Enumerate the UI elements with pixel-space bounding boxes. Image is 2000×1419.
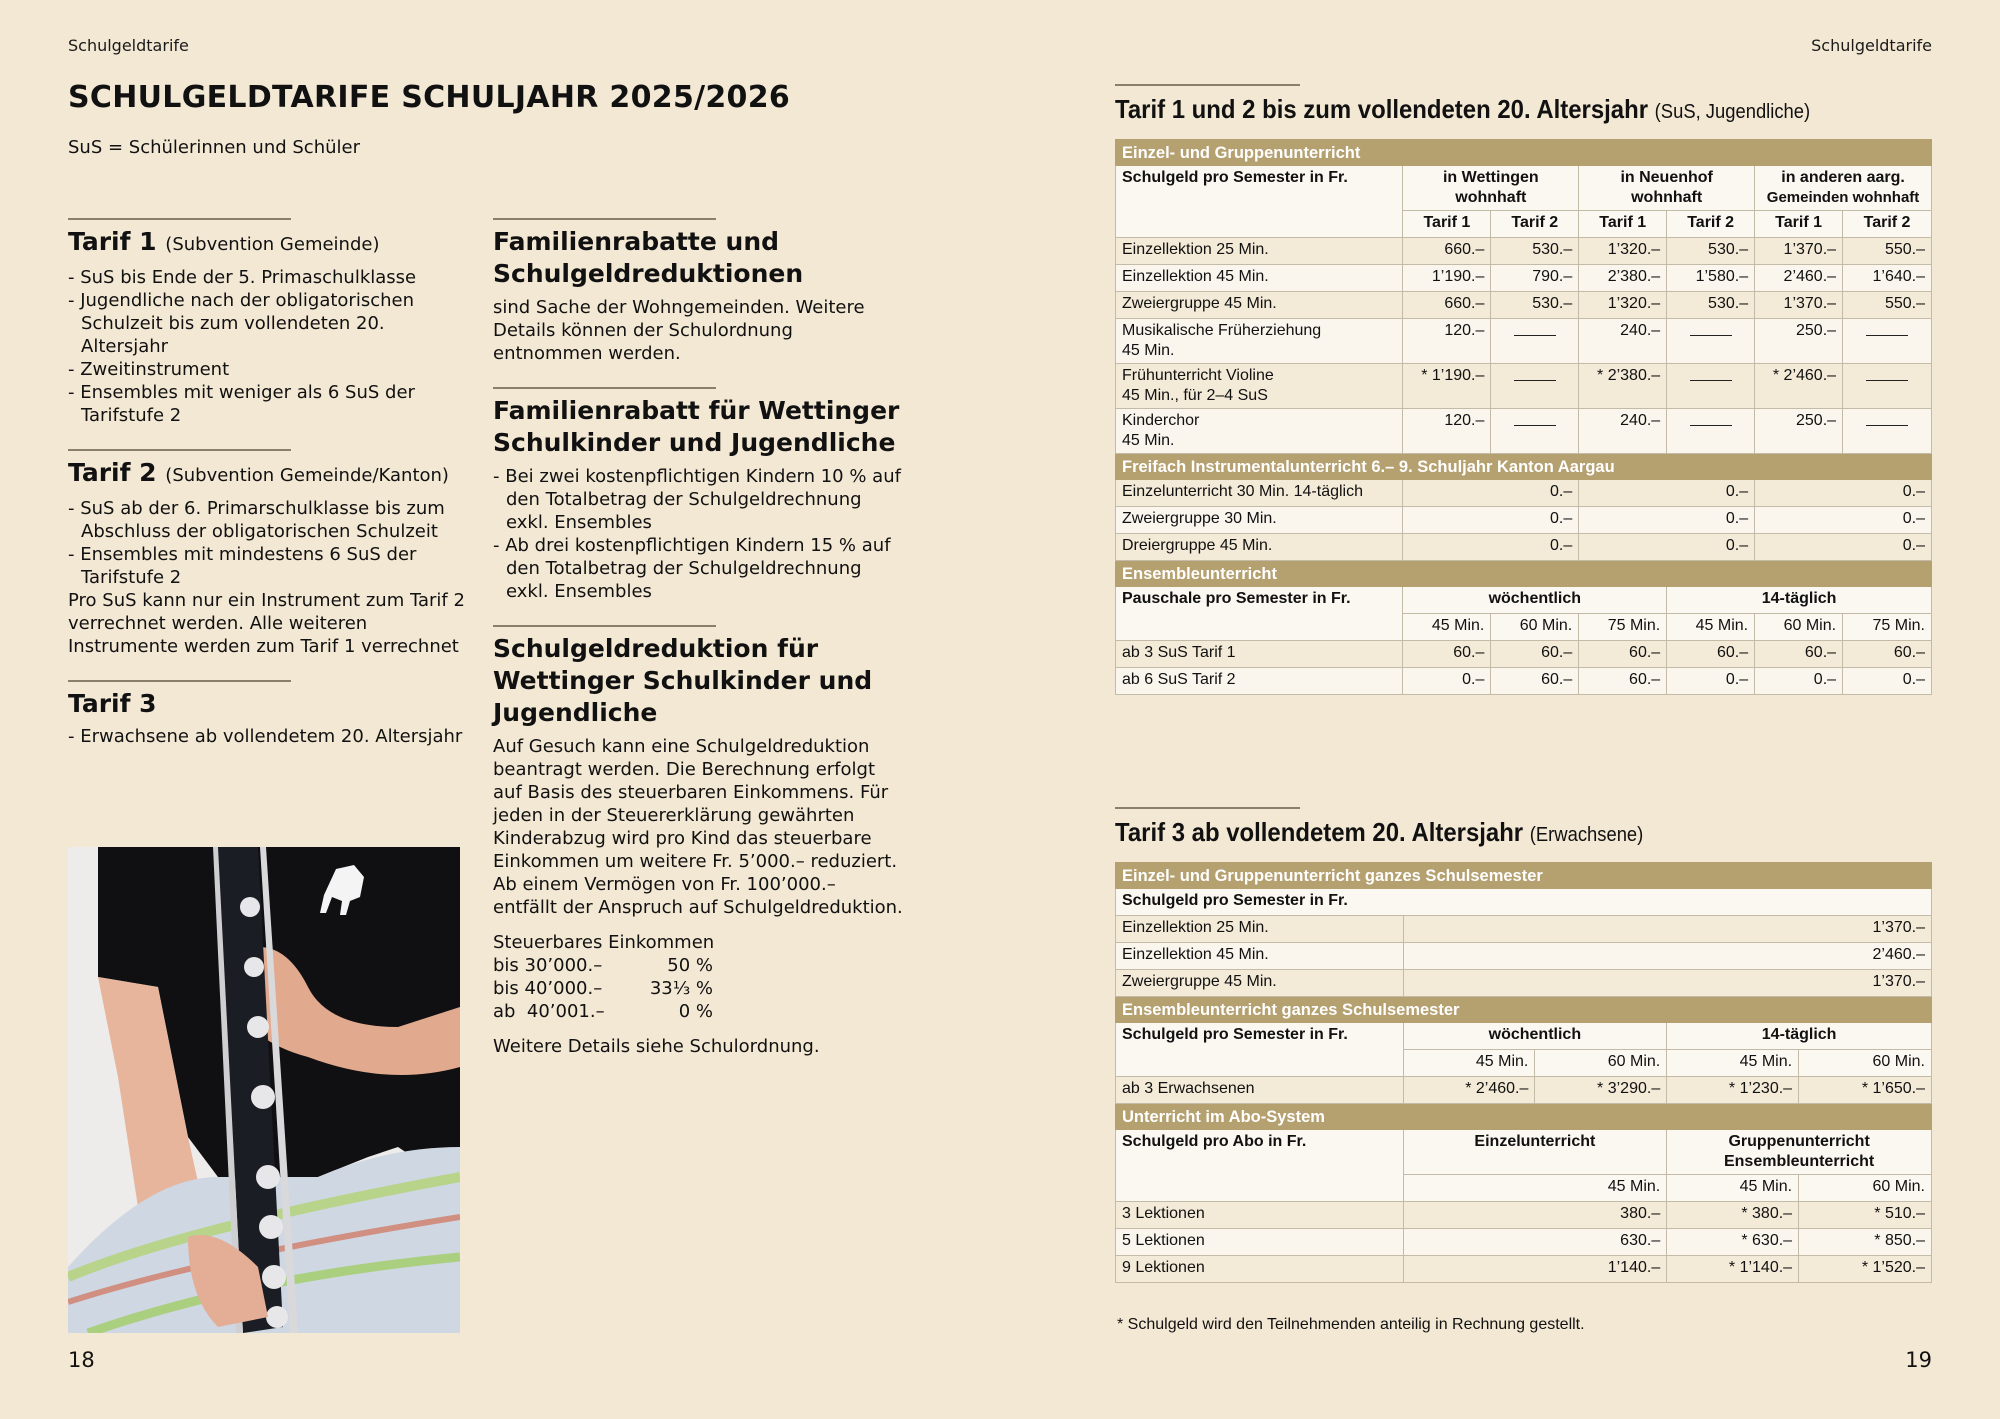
cell: 2’460.– [1403, 943, 1931, 970]
table-row [1116, 943, 1932, 970]
cell: * 1’650.– [1799, 1077, 1932, 1104]
table-row [1116, 970, 1932, 997]
list-item: - Ensembles mit mindestens 6 SuS der Tarifstufe 2 [68, 543, 468, 589]
cell: 530.– [1667, 238, 1755, 265]
running-head: Schulgeldtarife [68, 36, 189, 55]
cell: 0.– [1843, 668, 1932, 695]
cell: 0.– [1579, 507, 1755, 534]
list-item: - Bei zwei kostenpflichtigen Kindern 10 % auf den Totalbetrag der Schulgeldrechnung exkl. Ensembles [493, 465, 903, 534]
section-rule [493, 218, 716, 220]
row-label: Musikalische Früherziehung 45 Min. [1116, 319, 1403, 364]
not-applicable-dash [1491, 364, 1579, 409]
not-applicable-dash [1843, 364, 1932, 409]
income-row: bis 40’000.– 33⅓ % [493, 978, 713, 999]
cell: 1’370.– [1755, 238, 1843, 265]
column-group-header: wöchentlich [1403, 587, 1667, 614]
cell: 240.– [1579, 409, 1667, 454]
column-header: Tarif 1 [1403, 211, 1491, 238]
row-label: ab 6 SuS Tarif 2 [1116, 668, 1403, 695]
row-header: Pauschale pro Semester in Fr. [1116, 587, 1403, 641]
column-header: Tarif 1 [1579, 211, 1667, 238]
cell: 1’320.– [1579, 292, 1667, 319]
column-header: 60 Min. [1535, 1050, 1667, 1077]
familienrabatte-section [493, 218, 903, 365]
tarif2-list [68, 497, 468, 589]
section-rule [493, 387, 716, 389]
tarif-3-table [1115, 862, 1932, 1283]
cell: 1’140.– [1403, 1256, 1667, 1283]
cell: 60.– [1843, 641, 1932, 668]
cell: 660.– [1403, 292, 1491, 319]
table-band: Ensembleunterricht [1116, 561, 1932, 587]
cell: 120.– [1403, 319, 1491, 364]
table-title: Tarif 1 und 2 bis zum vollendeten 20. Altersjahr (SuS, Jugendliche) [1115, 94, 1811, 124]
table-row [1116, 1077, 1932, 1104]
table-row [1116, 409, 1932, 454]
cell: 630.– [1403, 1229, 1667, 1256]
cell: 0.– [1755, 534, 1932, 561]
section-heading: Familienrabatt für Wettinger Schulkinder und Jugendliche [493, 396, 900, 457]
reduktion-section [493, 625, 903, 1058]
table-row [1116, 319, 1932, 364]
table-row [1116, 292, 1932, 319]
row-label: Kinderchor 45 Min. [1116, 409, 1403, 454]
cell: * 3’290.– [1535, 1077, 1667, 1104]
table-row [1116, 534, 1932, 561]
list-item: - SuS bis Ende der 5. Primaschulklasse [68, 266, 468, 289]
table-band: Einzel- und Gruppenunterricht [1116, 140, 1932, 166]
table-row [1116, 641, 1932, 668]
cell: 1’580.– [1667, 265, 1755, 292]
cell: * 630.– [1667, 1229, 1799, 1256]
section-rule [1115, 807, 1300, 809]
cell: 60.– [1491, 641, 1579, 668]
income-row: bis 30’000.– 50 % [493, 955, 713, 976]
page-number: 18 [68, 1348, 95, 1372]
column-header: 75 Min. [1579, 614, 1667, 641]
list-item: - SuS ab der 6. Primarschulklasse bis zum Abschluss der obligatorischen Schulzeit [68, 497, 468, 543]
page-number: 19 [1905, 1348, 1932, 1372]
reduktion-footer: Weitere Details siehe Schulordnung. [493, 1036, 820, 1057]
discount-list [493, 465, 903, 603]
clarinet-photo-illustration [68, 847, 460, 1333]
cell: 0.– [1755, 668, 1843, 695]
column-group-header: wöchentlich [1403, 1023, 1667, 1050]
column-group-header: in Neuenhof wohnhaft [1579, 166, 1755, 211]
tarif-1-2-table [1115, 139, 1932, 695]
list-item: - Jugendliche nach der obligatorischen Schulzeit bis zum vollendeten 20. Altersjahr [68, 289, 468, 358]
column-group-header: Gruppenunterricht Ensembleunterricht [1667, 1130, 1932, 1175]
cell: 1’370.– [1755, 292, 1843, 319]
section-heading: Familienrabatte und Schulgeldreduktionen [493, 227, 804, 288]
cell: 0.– [1403, 480, 1579, 507]
cell: 60.– [1579, 641, 1667, 668]
clarinet-photo [68, 847, 460, 1333]
table-row [1116, 265, 1932, 292]
row-label: 5 Lektionen [1116, 1229, 1404, 1256]
row-label: Einzellektion 45 Min. [1116, 265, 1403, 292]
row-label: Einzellektion 25 Min. [1116, 238, 1403, 265]
table-row [1116, 668, 1932, 695]
row-label: Zweiergruppe 45 Min. [1116, 292, 1403, 319]
column-group-header: 14-täglich [1667, 1023, 1932, 1050]
cell: 660.– [1403, 238, 1491, 265]
income-row: ab 40’001.– 0 % [493, 1001, 713, 1022]
column-header: Tarif 2 [1667, 211, 1755, 238]
cell: 0.– [1755, 480, 1932, 507]
cell: 1’320.– [1579, 238, 1667, 265]
right-page [1000, 0, 2000, 1419]
cell: 60.– [1667, 641, 1755, 668]
cell: 1’370.– [1403, 916, 1931, 943]
cell: 550.– [1843, 238, 1932, 265]
column-header: Tarif 2 [1491, 211, 1579, 238]
tarif2-section [68, 449, 468, 658]
section-text: sind Sache der Wohngemeinden. Weitere Details können der Schulordnung entnommen werden. [493, 297, 865, 364]
cell: 2’460.– [1755, 265, 1843, 292]
column-header: Tarif 1 [1755, 211, 1843, 238]
table-row [1116, 916, 1932, 943]
cell: 530.– [1491, 238, 1579, 265]
row-label: ab 3 Erwachsenen [1116, 1077, 1404, 1104]
cell: 0.– [1403, 534, 1579, 561]
tarif1-list [68, 266, 468, 427]
table-band: Freifach Instrumentalunterricht 6.– 9. Schuljahr Kanton Aargau [1116, 454, 1932, 480]
list-item: - Ab drei kostenpflichtigen Kindern 15 % auf den Totalbetrag der Schulgeldrechnung exkl. Ensembles [493, 534, 903, 603]
table-row [1116, 1202, 1932, 1229]
column-header: 45 Min. [1667, 1050, 1799, 1077]
column-header: 60 Min. [1799, 1050, 1932, 1077]
cell: 790.– [1491, 265, 1579, 292]
column-header: 45 Min. [1403, 1175, 1667, 1202]
section-rule [1115, 84, 1300, 86]
abbreviation-legend: SuS = Schülerinnen und Schüler [68, 137, 360, 158]
table-row [1116, 1256, 1932, 1283]
cell: 60.– [1403, 641, 1491, 668]
cell: 0.– [1755, 507, 1932, 534]
row-label: Frühunterricht Violine 45 Min., für 2–4 SuS [1116, 364, 1403, 409]
section-rule [68, 218, 291, 220]
tarif-definitions-column [68, 218, 468, 770]
table-title: Tarif 3 ab vollendetem 20. Altersjahr (Erwachsene) [1115, 817, 1644, 847]
cell: * 1’520.– [1799, 1256, 1932, 1283]
cell: * 510.– [1799, 1202, 1932, 1229]
row-label: Zweiergruppe 45 Min. [1116, 970, 1404, 997]
tarif-3-block [1115, 807, 1932, 1283]
cell: 0.– [1579, 480, 1755, 507]
table-row [1116, 1229, 1932, 1256]
column-group-header: 14-täglich [1667, 587, 1932, 614]
section-heading: Tarif 1 (Subvention Gemeinde) [68, 227, 380, 256]
cell: 250.– [1755, 319, 1843, 364]
cell: 240.– [1579, 319, 1667, 364]
row-label: Einzellektion 45 Min. [1116, 943, 1404, 970]
tarif3-section [68, 680, 468, 748]
cell: 1’640.– [1843, 265, 1932, 292]
column-header: 45 Min. [1403, 614, 1491, 641]
cell: 250.– [1755, 409, 1843, 454]
discounts-column [493, 218, 903, 1080]
not-applicable-dash [1491, 319, 1579, 364]
column-group-header: in anderen aarg. Gemeinden wohnhaft [1755, 166, 1932, 211]
section-rule [68, 449, 291, 451]
tarif1-section [68, 218, 468, 427]
cell: 530.– [1667, 292, 1755, 319]
row-header: Schulgeld pro Abo in Fr. [1116, 1130, 1404, 1202]
cell: 60.– [1491, 668, 1579, 695]
running-head: Schulgeldtarife [1811, 36, 1932, 55]
not-applicable-dash [1667, 409, 1755, 454]
cell: * 1’140.– [1667, 1256, 1799, 1283]
row-label: Dreiergruppe 45 Min. [1116, 534, 1403, 561]
cell: 120.– [1403, 409, 1491, 454]
table-band: Unterricht im Abo-System [1116, 1104, 1932, 1130]
table-band: Einzel- und Gruppenunterricht ganzes Schulsemester [1116, 863, 1932, 889]
row-header: Schulgeld pro Semester in Fr. [1116, 1023, 1404, 1077]
not-applicable-dash [1667, 319, 1755, 364]
cell: 1’190.– [1403, 265, 1491, 292]
cell: 550.– [1843, 292, 1932, 319]
cell: * 380.– [1667, 1202, 1799, 1229]
not-applicable-dash [1667, 364, 1755, 409]
table-row [1116, 238, 1932, 265]
list-item: - Zweitinstrument [68, 358, 468, 381]
cell: * 2’380.– [1579, 364, 1667, 409]
cell: * 2’460.– [1755, 364, 1843, 409]
list-item: - Erwachsene ab vollendetem 20. Altersjahr [68, 725, 468, 748]
cell: * 1’230.– [1667, 1077, 1799, 1104]
cell: 0.– [1403, 668, 1491, 695]
column-header: 75 Min. [1843, 614, 1932, 641]
income-header: Steuerbares Einkommen [493, 932, 715, 953]
table-row [1116, 507, 1932, 534]
table-row [1116, 480, 1932, 507]
section-rule [493, 625, 716, 627]
column-header: 60 Min. [1755, 614, 1843, 641]
column-header: Tarif 2 [1843, 211, 1932, 238]
row-header: Schulgeld pro Semester in Fr. [1116, 889, 1932, 916]
familienrabatt-wettingen-section [493, 387, 903, 603]
row-label: Einzellektion 25 Min. [1116, 916, 1404, 943]
section-heading: Tarif 3 [68, 689, 157, 718]
cell: 0.– [1579, 534, 1755, 561]
section-text: Auf Gesuch kann eine Schulgeldreduktion beantragt werden. Die Berechnung erfolgt auf Basis des steuerbaren Einkommens. Für jeden in der Steuererklärung gewährten Kinderabzug wird pro Kind das steuerbare Einkommen um weitere Fr. 5’000.– reduziert. Ab einem Vermögen von Fr. 100’000.– entfällt der Anspruch auf Schulgeldreduktion. [493, 736, 903, 918]
row-header: Schulgeld pro Semester in Fr. [1116, 166, 1403, 238]
cell: 60.– [1579, 668, 1667, 695]
cell: * 1’190.– [1403, 364, 1491, 409]
not-applicable-dash [1491, 409, 1579, 454]
tarif3-list [68, 725, 468, 748]
cell: 380.– [1403, 1202, 1667, 1229]
column-header: 45 Min. [1667, 614, 1755, 641]
column-header: 45 Min. [1403, 1050, 1535, 1077]
footnote: * Schulgeld wird den Teilnehmenden anteilig in Rechnung gestellt. [1117, 1316, 1585, 1333]
tarif-1-2-block [1115, 84, 1932, 695]
page-title: SCHULGELDTARIFE SCHULJAHR 2025/2026 [68, 80, 791, 115]
list-item: - Ensembles mit weniger als 6 SuS der Tarifstufe 2 [68, 381, 468, 427]
cell: 0.– [1403, 507, 1579, 534]
column-group-header: Einzelunterricht [1403, 1130, 1667, 1175]
section-heading: Tarif 2 (Subvention Gemeinde/Kanton) [68, 458, 449, 487]
row-label: Zweiergruppe 30 Min. [1116, 507, 1403, 534]
tarif2-note: Pro SuS kann nur ein Instrument zum Tarif 2 verrechnet werden. Alle weiteren Instrumente werden zum Tarif 1 verrechnet [68, 590, 465, 657]
column-header: 60 Min. [1799, 1175, 1932, 1202]
column-header: 60 Min. [1491, 614, 1579, 641]
not-applicable-dash [1843, 319, 1932, 364]
row-label: Einzelunterricht 30 Min. 14-täglich [1116, 480, 1403, 507]
column-group-header: in Wettingen wohnhaft [1403, 166, 1579, 211]
cell: 1’370.– [1403, 970, 1931, 997]
cell: 0.– [1667, 668, 1755, 695]
income-table [493, 931, 903, 1023]
table-row [1116, 364, 1932, 409]
cell: 530.– [1491, 292, 1579, 319]
row-label: ab 3 SuS Tarif 1 [1116, 641, 1403, 668]
cell: * 2’460.– [1403, 1077, 1535, 1104]
row-label: 9 Lektionen [1116, 1256, 1404, 1283]
table-band: Ensembleunterricht ganzes Schulsemester [1116, 997, 1932, 1023]
not-applicable-dash [1843, 409, 1932, 454]
cell: 2’380.– [1579, 265, 1667, 292]
section-rule [68, 680, 291, 682]
row-label: 3 Lektionen [1116, 1202, 1404, 1229]
cell: 60.– [1755, 641, 1843, 668]
cell: * 850.– [1799, 1229, 1932, 1256]
column-header: 45 Min. [1667, 1175, 1799, 1202]
section-heading: Schulgeldreduktion für Wettinger Schulkinder und Jugendliche [493, 634, 873, 727]
